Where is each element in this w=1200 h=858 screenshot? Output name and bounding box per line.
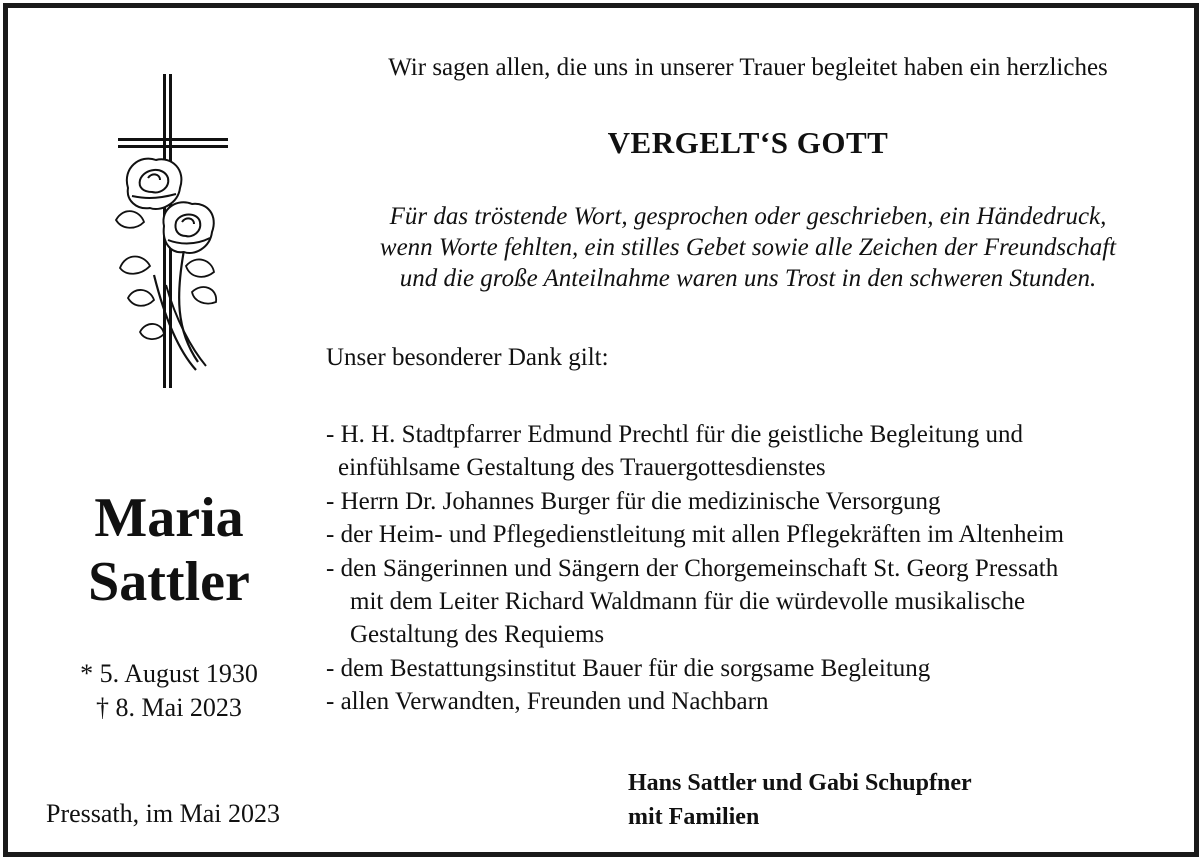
- deceased-last-name: Sattler: [88, 551, 250, 613]
- birth-date: * 5. August 1930: [80, 659, 258, 688]
- obituary-card: [3, 3, 1199, 857]
- thanks-item-continuation: mit dem Leiter Richard Waldmann für die würdevolle musikalische: [350, 588, 1026, 616]
- intro-text: Wir sagen allen, die uns in unserer Trauer begleitet haben ein herzliches: [388, 54, 1108, 81]
- consolation-line: und die große Anteilnahme waren uns Trost in den schweren Stunden.: [399, 265, 1097, 292]
- headline: VERGELT‘S GOTT: [607, 125, 889, 160]
- thanks-item: - Herrn Dr. Johannes Burger für die medizinische Versorgung: [326, 487, 941, 515]
- signature-line: mit Familien: [628, 804, 760, 830]
- signature-line: Hans Sattler und Gabi Schupfner: [628, 770, 972, 796]
- signature: [628, 766, 972, 834]
- thanks-item-continuation: einfühlsame Gestaltung des Trauergottesdienstes: [338, 454, 826, 482]
- consolation-line: wenn Worte fehlten, ein stilles Gebet sowie alle Zeichen der Freundschaft: [379, 234, 1117, 261]
- place-and-date: Pressath, im Mai 2023: [46, 799, 280, 828]
- thanks-item: - der Heim- und Pflegedienstleitung mit allen Pflegekräften im Altenheim: [326, 521, 1065, 549]
- death-date: † 8. Mai 2023: [96, 693, 242, 722]
- thanks-item: - dem Bestattungsinstitut Bauer für die sorgsame Begleitung: [326, 654, 931, 682]
- consolation-text: [328, 201, 1168, 294]
- consolation-line: Für das tröstende Wort, gesprochen oder geschrieben, ein Händedruck,: [389, 203, 1107, 230]
- thanks-item-continuation: Gestaltung des Requiems: [350, 621, 605, 649]
- thanks-item: - den Sängerinnen und Sängern der Chorgemeinschaft St. Georg Pressath: [326, 554, 1059, 582]
- thanks-intro: Unser besonderer Dank gilt:: [326, 344, 609, 371]
- thanks-item: - H. H. Stadtpfarrer Edmund Prechtl für die geistliche Begleitung und: [326, 421, 1024, 448]
- thanks-list: [326, 418, 1064, 719]
- deceased-first-name: Maria: [94, 487, 244, 549]
- thanks-item: - allen Verwandten, Freunden und Nachbarn: [326, 688, 769, 716]
- cross-with-roses-icon: [106, 70, 236, 392]
